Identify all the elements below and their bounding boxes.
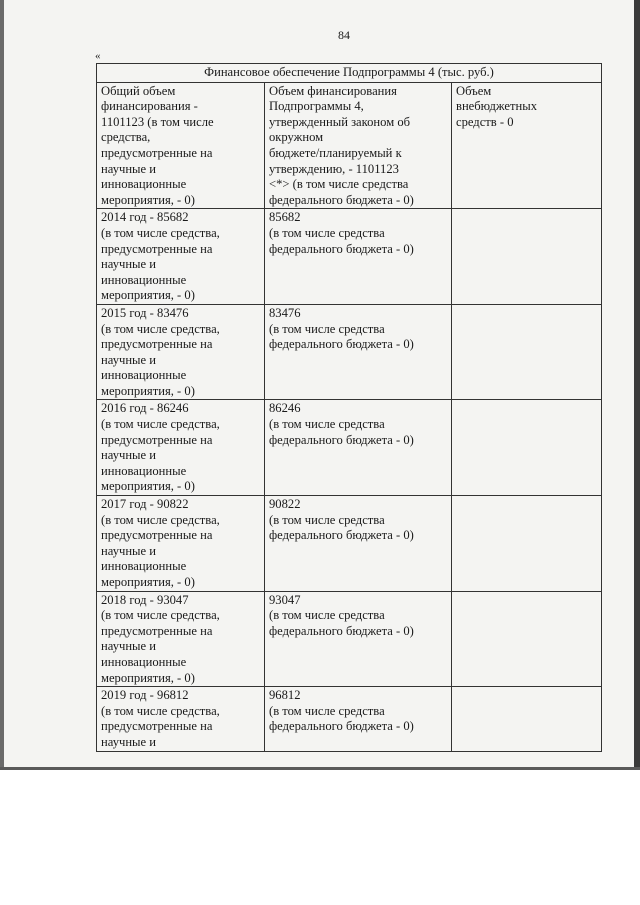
year-budget-cell [265,591,452,687]
cell-line: предусмотренные на [101,241,213,256]
year-total-cell [97,304,265,400]
year-budget-cell [265,304,452,400]
cell-line: (в том числе средства [269,225,385,240]
year-offbudget-cell [452,687,602,751]
cell-line: мероприятия, - 0) [101,670,195,685]
cell-line: 93047 [269,592,301,607]
header-total-cell [97,82,265,209]
cell-line: инновационные [101,654,187,669]
cell-line: мероприятия, - 0) [101,575,195,589]
cell-line: инновационные [101,177,187,192]
cell-line: 2019 год - 96812 [101,688,189,703]
table-row [97,687,602,751]
cell-line: финансирования - [101,99,198,114]
cell-line: <*> (в том числе средства [269,177,409,192]
cell-line: мероприятия, - 0) [101,479,195,494]
cell-line: научные и [101,161,156,176]
year-offbudget-cell [452,496,602,592]
cell-line: (в том числе средства, [101,321,220,336]
cell-line: Общий объем [101,83,176,98]
cell-line: предусмотренные на [101,528,213,543]
table-row [97,591,602,687]
cell-line: федерального бюджета - 0) [269,719,414,734]
cell-line: предусмотренные на [101,719,213,734]
table-row [97,400,602,496]
cell-line: инновационные [101,559,187,574]
cell-line: окружном [269,130,324,145]
year-budget-cell [265,400,452,496]
cell-line: научные и [101,448,156,463]
header-offbudget-cell [452,82,602,209]
cell-line: 2018 год - 93047 [101,592,189,607]
cell-line: средства, [101,130,151,145]
cell-line: научные и [101,352,156,367]
table-caption: Финансовое обеспечение Подпрограммы 4 (тыс. руб.) [97,64,602,83]
cell-line: бюджете/планируемый к [269,145,402,160]
cell-line: 85682 [269,210,301,225]
cell-line: 2016 год - 86246 [101,401,189,416]
page-number: 84 [338,28,350,42]
cell-line: 86246 [269,401,301,416]
cell-line: Объем финансирования [269,83,397,98]
cell-line: внебюджетных [456,99,537,114]
cell-line: предусмотренные на [101,145,213,160]
year-offbudget-cell [452,304,602,400]
cell-line: федерального бюджета - 0) [269,623,414,638]
cell-line: (в том числе средства, [101,512,220,527]
cell-line: (в том числе средства, [101,225,220,240]
cell-line: научные и [101,734,156,749]
cell-line: (в том числе средства [269,703,385,718]
cell-line: предусмотренные на [101,432,213,447]
table-row [97,209,602,305]
cell-line: федерального бюджета - 0) [269,192,414,207]
cell-line: мероприятия, - 0) [101,383,195,398]
cell-line: предусмотренные на [101,623,213,638]
cell-line: (в том числе средства [269,417,385,432]
header-budget-cell [265,82,452,209]
cell-line: инновационные [101,463,187,478]
year-total-cell [97,687,265,751]
year-offbudget-cell [452,209,602,305]
cell-line: федерального бюджета - 0) [269,241,414,256]
cell-line: Подпрограммы 4, [269,99,364,114]
cell-line: (в том числе средства, [101,703,220,718]
cell-line: (в том числе средства [269,321,385,336]
cell-line: (в том числе средства, [101,608,220,623]
year-budget-cell [265,687,452,751]
year-budget-cell [265,496,452,592]
year-total-cell [97,591,265,687]
cell-line: 2017 год - 90822 [101,497,189,512]
cell-line: 2015 год - 83476 [101,305,189,320]
year-total-cell [97,400,265,496]
cell-line: (в том числе средства [269,512,385,527]
cell-line: средств - 0 [456,114,514,129]
year-total-cell [97,209,265,305]
table-header-row [97,82,602,209]
cell-line: 1101123 (в том числе [101,114,214,129]
cell-line: мероприятия, - 0) [101,288,195,303]
year-budget-cell [265,209,452,305]
cell-line: предусмотренные на [101,337,213,352]
cell-line: научные и [101,257,156,272]
year-offbudget-cell [452,591,602,687]
cell-line: инновационные [101,368,187,383]
cell-line: научные и [101,639,156,654]
cell-line: федерального бюджета - 0) [269,337,414,352]
cell-line: инновационные [101,272,187,287]
cell-line: 90822 [269,497,301,512]
year-offbudget-cell [452,400,602,496]
cell-line: (в том числе средства [269,608,385,623]
cell-line: федерального бюджета - 0) [269,528,414,543]
cell-line: 83476 [269,305,301,320]
opening-quote: « [95,50,101,62]
year-total-cell [97,496,265,592]
table-row [97,496,602,592]
financing-table [96,63,602,752]
cell-line: 2014 год - 85682 [101,210,189,225]
cell-line: утвержденный законом об [269,114,411,129]
cell-line: мероприятия, - 0) [101,192,195,207]
cell-line: Объем [456,83,492,98]
cell-line: (в том числе средства, [101,417,220,432]
cell-line: научные и [101,543,156,558]
table-row [97,304,602,400]
cell-line: федерального бюджета - 0) [269,432,414,447]
cell-line: утверждению, - 1101123 [269,161,399,176]
cell-line: 96812 [269,688,301,703]
